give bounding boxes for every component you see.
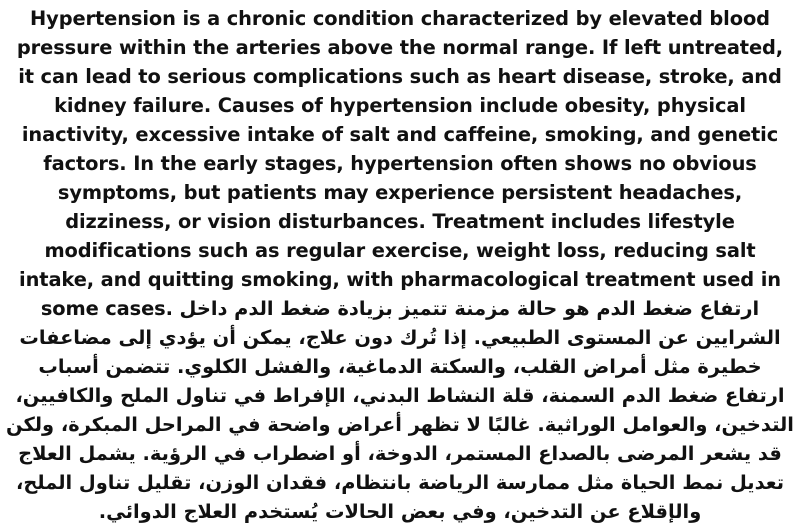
document-page: [6, 4, 794, 523]
english-paragraph: Hypertension is a chronic condition characterized by elevated blood pressure within the arteries above the normal range. If left untreated, it can lead to serious complications such as heart disease, stroke, and kidney failure. Causes of hypertension include obesity, physical inactivity, excessive intake of salt and caffeine, smoking, and genetic factors. In the early stages, hypertension often shows no obvious symptoms, but patients may experience persistent headaches, dizziness, or vision disturbances. Treatment includes lifestyle modifications such as regular exercise, weight loss, reducing salt intake, and quitting smoking, with pharmacological treatment used in some cases.: [16, 7, 784, 320]
bilingual-paragraph: [6, 4, 794, 526]
arabic-paragraph: ارتفاع ضغط الدم هو حالة مزمنة تتميز بزيادة ضغط الدم داخل الشرايين عن المستوى الطبيعي. إذا تُرك دون علاج، يمكن أن يؤدي إلى مضاعفات خطيرة مثل أمراض القلب، والسكتة الدماغية، والفشل الكلوي. تتضمن أسباب ارتفاع ضغط الدم السمنة، قلة النشاط البدني، الإفراط في تناول الملح والكافيين، التدخين، والعوامل الوراثية. غالبًا لا تظهر أعراض واضحة في المراحل المبكرة، ولكن قد يشعر المرضى بالصداع المستمر، الدوخة، أو اضطراب في الرؤية. يشمل العلاج تعديل نمط الحياة مثل ممارسة الرياضة بانتظام، فقدان الوزن، تقليل تناول الملح، والإقلاع عن التدخين، وفي بعض الحالات يُستخدم العلاج الدوائي.: [6, 297, 794, 523]
